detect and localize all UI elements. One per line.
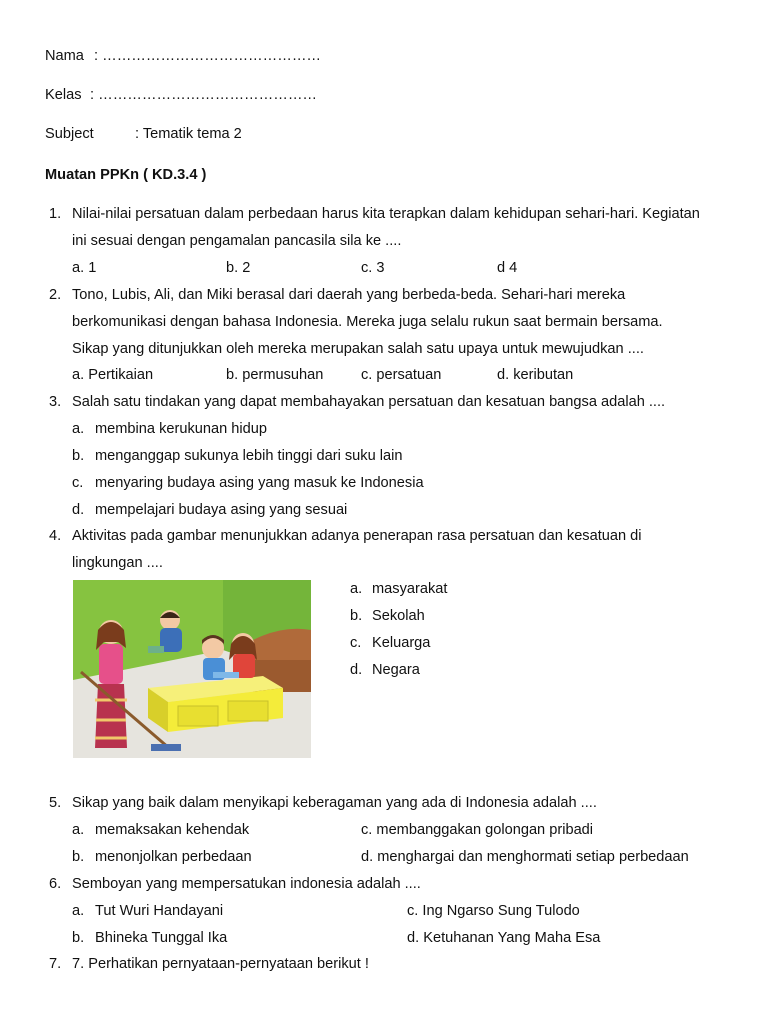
q3-letter-c: c. xyxy=(72,475,84,491)
q7-line-1: 7. Perhatikan pernyataan-pernyataan berikut ! xyxy=(72,956,369,972)
nama-label: Nama xyxy=(45,48,84,64)
q6-line-1: Semboyan yang mempersatukan indonesia adalah .... xyxy=(72,876,421,892)
q4-letter-d: d. xyxy=(350,662,363,678)
dustpan xyxy=(148,646,164,653)
q6-letter-b: b. xyxy=(72,930,85,946)
q2-option-a[interactable]: a. Pertikaian xyxy=(72,367,154,383)
q5-letter-a: a. xyxy=(72,822,85,838)
q4-number: 4. xyxy=(49,528,62,544)
cleaning-cloth xyxy=(213,672,239,678)
kelas-field[interactable]: : ……………………………………… xyxy=(90,87,318,103)
q1-line-1: Nilai-nilai persatuan dalam perbedaan harus kita terapkan dalam kehidupan sehari-hari. Kegiatan xyxy=(72,206,700,222)
nama-field[interactable]: : ……………………………………… xyxy=(94,48,322,64)
q3-option-d[interactable]: mempelajari budaya asing yang sesuai xyxy=(95,502,348,518)
table-drawer-2 xyxy=(228,701,268,721)
q2-line-1: Tono, Lubis, Ali, dan Miki berasal dari daerah yang berbeda-beda. Sehari-hari mereka xyxy=(72,287,626,303)
q1-option-b[interactable]: b. 2 xyxy=(226,260,251,276)
q2-option-c[interactable]: c. persatuan xyxy=(361,367,442,383)
section-title: Muatan PPKn ( KD.3.4 ) xyxy=(45,167,207,183)
q4-letter-a: a. xyxy=(350,581,363,597)
q6-number: 6. xyxy=(49,876,62,892)
q4-letter-b: b. xyxy=(350,608,363,624)
q1-number: 1. xyxy=(49,206,62,222)
q2-option-d[interactable]: d. keributan xyxy=(497,367,574,383)
q3-option-a[interactable]: membina kerukunan hidup xyxy=(95,421,267,437)
q4-option-a[interactable]: masyarakat xyxy=(372,581,448,597)
q5-line-1: Sikap yang baik dalam menyikapi keberagaman yang ada di Indonesia adalah .... xyxy=(72,795,597,811)
q4-line-1: Aktivitas pada gambar menunjukkan adanya penerapan rasa persatuan dan kesatuan di xyxy=(72,528,642,544)
q4-line-2: lingkungan .... xyxy=(72,555,163,571)
q5-letter-b: b. xyxy=(72,849,85,865)
q6-option-b[interactable]: Bhineka Tunggal Ika xyxy=(95,930,228,946)
q1-option-a[interactable]: a. 1 xyxy=(72,260,97,276)
q5-option-d[interactable]: d. menghargai dan menghormati setiap perbedaan xyxy=(361,849,689,865)
kelas-label: Kelas xyxy=(45,87,82,103)
q4-option-b[interactable]: Sekolah xyxy=(372,608,425,624)
mother-blouse xyxy=(99,644,123,684)
q3-letter-d: d. xyxy=(72,502,85,518)
subject-value: : Tematik tema 2 xyxy=(135,126,242,142)
mop-head xyxy=(151,744,181,751)
family-cleaning-illustration xyxy=(73,580,311,758)
q3-number: 3. xyxy=(49,394,62,410)
q1-line-2: ini sesuai dengan pengamalan pancasila sila ke .... xyxy=(72,233,402,249)
q2-number: 2. xyxy=(49,287,62,303)
q6-option-a[interactable]: Tut Wuri Handayani xyxy=(95,903,224,919)
q5-number: 5. xyxy=(49,795,62,811)
q3-letter-a: a. xyxy=(72,421,85,437)
q6-option-d[interactable]: d. Ketuhanan Yang Maha Esa xyxy=(407,930,601,946)
q6-option-c[interactable]: c. Ing Ngarso Sung Tulodo xyxy=(407,903,580,919)
q5-option-b[interactable]: menonjolkan perbedaan xyxy=(95,849,252,865)
q4-option-d[interactable]: Negara xyxy=(372,662,420,678)
q6-letter-a: a. xyxy=(72,903,85,919)
q4-option-c[interactable]: Keluarga xyxy=(372,635,431,651)
q7-number: 7. xyxy=(49,956,62,972)
q5-option-c[interactable]: c. membanggakan golongan pribadi xyxy=(361,822,594,838)
q5-option-a[interactable]: memaksakan kehendak xyxy=(95,822,250,838)
q1-option-d[interactable]: d 4 xyxy=(497,260,518,276)
q3-option-b[interactable]: menganggap sukunya lebih tinggi dari suku lain xyxy=(95,448,403,464)
q4-letter-c: c. xyxy=(350,635,362,651)
q3-line-1: Salah satu tindakan yang dapat membahayakan persatuan dan kesatuan bangsa adalah .... xyxy=(72,394,666,410)
q2-option-b[interactable]: b. permusuhan xyxy=(226,367,324,383)
table-drawer xyxy=(178,706,218,726)
q3-letter-b: b. xyxy=(72,448,85,464)
q2-line-3: Sikap yang ditunjukkan oleh mereka merupakan salah satu upaya untuk mewujudkan .... xyxy=(72,341,644,357)
q2-line-2: berkomunikasi dengan bahasa Indonesia. Mereka juga selalu rukun saat bermain bersama. xyxy=(72,314,663,330)
subject-label: Subject xyxy=(45,126,94,142)
q1-option-c[interactable]: c. 3 xyxy=(361,260,385,276)
q3-option-c[interactable]: menyaring budaya asing yang masuk ke Indonesia xyxy=(95,475,424,491)
